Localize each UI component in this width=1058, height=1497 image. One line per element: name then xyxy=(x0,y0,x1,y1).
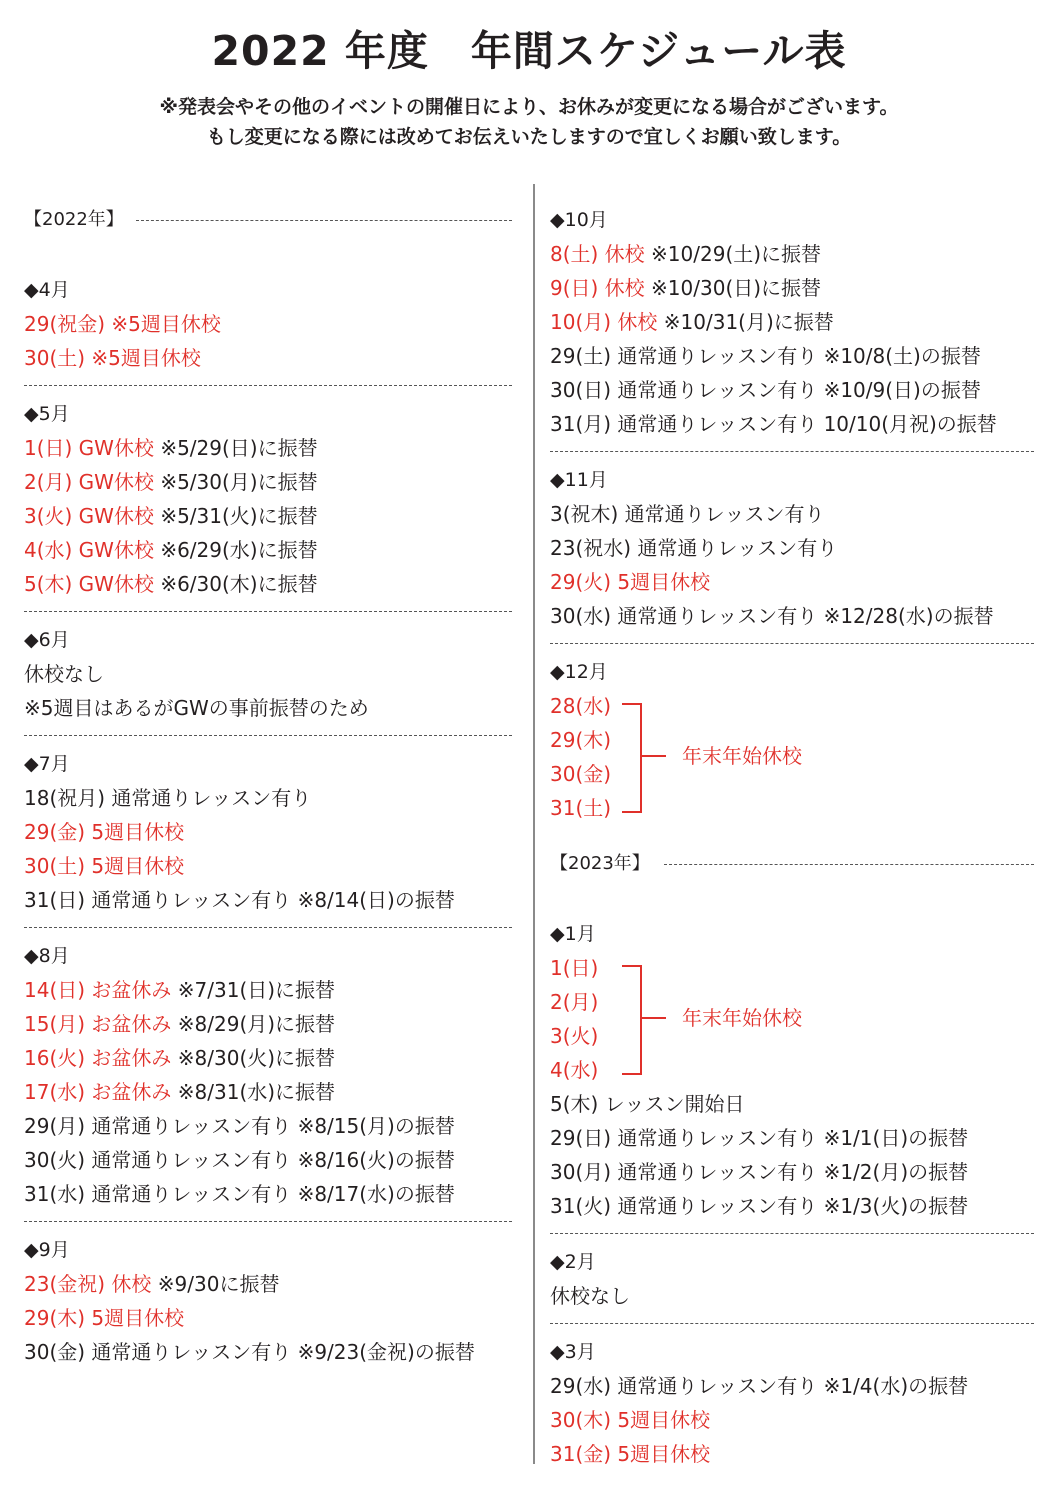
schedule-row: 30(水) 通常通りレッスン有り ※12/28(水)の振替 xyxy=(550,604,994,628)
schedule-row: 31(月) 通常通りレッスン有り 10/10(月祝)の振替 xyxy=(550,412,997,436)
holiday-day: 1(日) xyxy=(550,956,599,980)
schedule-row: 31(日) 通常通りレッスン有り ※8/14(日)の振替 xyxy=(24,888,455,912)
month-august xyxy=(24,939,512,1211)
makeup-text: ※10/30(日)に振替 xyxy=(644,276,822,300)
schedule-row xyxy=(24,973,512,1007)
holiday-day: 30(金) xyxy=(550,762,612,786)
schedule-row: 30(月) 通常通りレッスン有り ※1/2(月)の振替 xyxy=(550,1160,969,1184)
holiday-day: 28(水) xyxy=(550,694,612,718)
makeup-text: ※10/31(月)に振替 xyxy=(657,310,834,334)
schedule-row xyxy=(550,305,1034,339)
holiday-day: 2(月) xyxy=(550,990,599,1014)
month-title: ◆11月 xyxy=(550,469,608,491)
schedule-column-right xyxy=(550,203,1034,1471)
holiday-text: 3(火) GW休校 xyxy=(24,504,154,528)
schedule-row: 18(祝月) 通常通りレッスン有り xyxy=(24,786,312,810)
holiday-text: 9(日) 休校 xyxy=(550,276,645,300)
schedule-row: 29(祝金) ※5週目休校 xyxy=(24,312,221,336)
month-april xyxy=(24,273,512,375)
schedule-row xyxy=(24,1041,512,1075)
holiday-day: 31(土) xyxy=(550,796,612,820)
new-year-holiday-group xyxy=(550,951,1034,1087)
column-divider xyxy=(533,184,535,1464)
year-divider-line xyxy=(664,864,1034,865)
holiday-day: 29(木) xyxy=(550,728,612,752)
holiday-text: 17(水) お盆休み xyxy=(24,1080,172,1104)
notice-line: もし変更になる際には改めてお伝えいたしますので宜しくお願い致します。 xyxy=(206,126,852,148)
schedule-row: 30(日) 通常通りレッスン有り ※10/9(日)の振替 xyxy=(550,378,981,402)
schedule-row: 30(火) 通常通りレッスン有り ※8/16(火)の振替 xyxy=(24,1148,455,1172)
schedule-row: 31(金) 5週目休校 xyxy=(550,1442,711,1466)
makeup-text: ※8/29(月)に振替 xyxy=(171,1012,336,1036)
schedule-row xyxy=(24,499,512,533)
holiday-text: 10(月) 休校 xyxy=(550,310,658,334)
month-june xyxy=(24,623,512,725)
new-year-holiday-group xyxy=(550,689,1034,825)
month-title: ◆4月 xyxy=(24,279,70,301)
schedule-row: 23(祝水) 通常通りレッスン有り xyxy=(550,536,838,560)
month-title: ◆3月 xyxy=(550,1341,596,1363)
makeup-text: ※7/31(日)に振替 xyxy=(171,978,336,1002)
makeup-text: ※6/30(木)に振替 xyxy=(153,572,318,596)
holiday-text: 23(金祝) 休校 xyxy=(24,1272,152,1296)
month-title: ◆5月 xyxy=(24,403,70,425)
holiday-text: 8(土) 休校 xyxy=(550,242,645,266)
schedule-row: 休校なし xyxy=(550,1284,630,1308)
schedule-row: 29(火) 5週目休校 xyxy=(550,570,711,594)
holiday-text: 15(月) お盆休み xyxy=(24,1012,172,1036)
page-title: 2022 年度 年間スケジュール表 xyxy=(211,27,847,75)
month-separator xyxy=(550,1323,1034,1324)
month-separator xyxy=(24,927,512,928)
month-separator xyxy=(24,735,512,736)
month-september xyxy=(24,1233,512,1369)
holiday-day: 4(水) xyxy=(550,1058,599,1082)
year-header-2022 xyxy=(24,203,512,237)
month-november xyxy=(550,463,1034,633)
month-separator xyxy=(24,385,512,386)
month-title: ◆6月 xyxy=(24,629,70,651)
bracket xyxy=(622,703,642,813)
schedule-row: 29(水) 通常通りレッスン有り ※1/4(水)の振替 xyxy=(550,1374,969,1398)
schedule-row xyxy=(24,1075,512,1109)
month-october xyxy=(550,203,1034,441)
month-separator xyxy=(550,1233,1034,1234)
holiday-text: 1(日) GW休校 xyxy=(24,436,154,460)
schedule-row: 29(月) 通常通りレッスン有り ※8/15(月)の振替 xyxy=(24,1114,455,1138)
month-title: ◆8月 xyxy=(24,945,70,967)
schedule-row: 30(土) ※5週目休校 xyxy=(24,346,201,370)
makeup-text: ※8/30(火)に振替 xyxy=(171,1046,336,1070)
year-label: 【2022年】 xyxy=(24,203,134,237)
holiday-day: 3(火) xyxy=(550,1024,599,1048)
schedule-row: 30(土) 5週目休校 xyxy=(24,854,185,878)
schedule-row xyxy=(24,465,512,499)
schedule-row: 31(火) 通常通りレッスン有り ※1/3(火)の振替 xyxy=(550,1194,969,1218)
month-separator xyxy=(24,1221,512,1222)
bracket-label: 年末年始休校 xyxy=(682,1006,802,1030)
schedule-row: 31(水) 通常通りレッスン有り ※8/17(水)の振替 xyxy=(24,1182,455,1206)
schedule-row: 30(木) 5週目休校 xyxy=(550,1408,711,1432)
year-label: 【2023年】 xyxy=(550,847,660,881)
month-separator xyxy=(550,451,1034,452)
schedule-row: 3(祝木) 通常通りレッスン有り xyxy=(550,502,825,526)
schedule-row: 29(金) 5週目休校 xyxy=(24,820,185,844)
makeup-text: ※9/30に振替 xyxy=(151,1272,280,1296)
notice-line: ※発表会やその他のイベントの開催日により、お休みが変更になる場合がございます。 xyxy=(159,96,899,118)
makeup-text: ※5/31(火)に振替 xyxy=(153,504,318,528)
holiday-text: 2(月) GW休校 xyxy=(24,470,154,494)
schedule-row: 30(金) 通常通りレッスン有り ※9/23(金祝)の振替 xyxy=(24,1340,475,1364)
holiday-text: 14(日) お盆休み xyxy=(24,978,172,1002)
schedule-row xyxy=(24,533,512,567)
schedule-row: 29(木) 5週目休校 xyxy=(24,1306,185,1330)
schedule-column-left xyxy=(24,203,512,1369)
makeup-text: ※8/31(水)に振替 xyxy=(171,1080,336,1104)
schedule-row: 休校なし xyxy=(24,662,104,686)
schedule-row xyxy=(550,271,1034,305)
schedule-row xyxy=(24,1267,512,1301)
notice xyxy=(0,92,1058,152)
month-title: ◆7月 xyxy=(24,753,70,775)
month-title: ◆10月 xyxy=(550,209,608,231)
month-january xyxy=(550,917,1034,1223)
schedule-row: 29(日) 通常通りレッスン有り ※1/1(日)の振替 xyxy=(550,1126,969,1150)
makeup-text: ※10/29(土)に振替 xyxy=(644,242,822,266)
bracket-label: 年末年始休校 xyxy=(682,744,802,768)
month-title: ◆12月 xyxy=(550,661,608,683)
month-title: ◆2月 xyxy=(550,1251,596,1273)
month-title: ◆9月 xyxy=(24,1239,70,1261)
schedule-row: 5(木) レッスン開始日 xyxy=(550,1092,745,1116)
month-march xyxy=(550,1335,1034,1471)
schedule-row xyxy=(550,237,1034,271)
year-divider-line xyxy=(136,220,512,221)
holiday-text: 16(火) お盆休み xyxy=(24,1046,172,1070)
bracket xyxy=(622,965,642,1075)
bracket-connector xyxy=(640,1017,666,1019)
holiday-text: 4(水) GW休校 xyxy=(24,538,154,562)
year-header-2023 xyxy=(550,847,1034,881)
schedule-row xyxy=(24,1007,512,1041)
month-separator xyxy=(24,611,512,612)
schedule-row xyxy=(24,567,512,601)
makeup-text: ※6/29(水)に振替 xyxy=(153,538,318,562)
makeup-text: ※5/30(月)に振替 xyxy=(153,470,318,494)
schedule-row: ※5週目はあるがGWの事前振替のため xyxy=(24,696,369,720)
month-february xyxy=(550,1245,1034,1313)
makeup-text: ※5/29(日)に振替 xyxy=(153,436,318,460)
month-july xyxy=(24,747,512,917)
schedule-row: 29(土) 通常通りレッスン有り ※10/8(土)の振替 xyxy=(550,344,981,368)
month-separator xyxy=(550,643,1034,644)
schedule-row xyxy=(24,431,512,465)
month-title: ◆1月 xyxy=(550,923,596,945)
month-may xyxy=(24,397,512,601)
bracket-connector xyxy=(640,755,666,757)
month-december xyxy=(550,655,1034,825)
holiday-text: 5(木) GW休校 xyxy=(24,572,154,596)
